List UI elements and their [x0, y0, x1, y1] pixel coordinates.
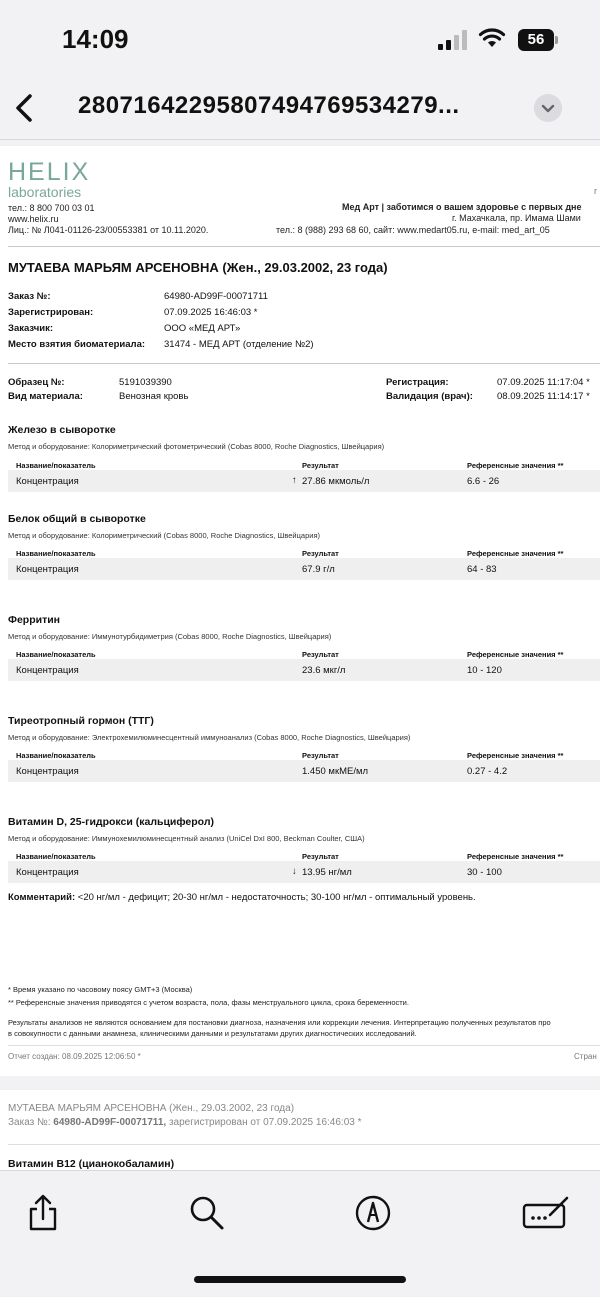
test-method: Метод и оборудование: Иммунотурбидиметрия (Cobas 8000, Roche Diagnostics, Швейцария) [8, 632, 332, 641]
markup-icon[interactable] [353, 1193, 393, 1233]
signature-icon[interactable] [522, 1193, 572, 1233]
battery-icon [518, 29, 558, 51]
row-result: 27.86 мкмоль/л [302, 476, 370, 487]
row-name: Концентрация [16, 867, 79, 878]
comment-text: <20 нг/мл - дефицит; 20-30 нг/мл - недостаточность; 30-100 нг/мл - оптимальный уровень. [77, 892, 476, 903]
location-value: 31474 - МЕД АРТ (отделение №2) [164, 339, 314, 350]
column-result: Результат [302, 852, 339, 861]
registered-label: Зарегистрирован: [8, 307, 94, 318]
test-title: Железо в сыворотке [8, 424, 116, 436]
footnote-timezone: * Время указано по часовому поясу GMT+3 (Москва) [8, 985, 193, 994]
test-method: Метод и оборудование: Колориметрический фотометрический (Cobas 8000, Roche Diagnostics, Швейцария) [8, 442, 385, 451]
helix-logo: HELIX [8, 158, 91, 186]
page2-patient-name: МУТАЕВА МАРЬЯМ АРСЕНОВНА (Жен., 29.03.2002, 23 года) [8, 1103, 295, 1114]
customer-label: Заказчик: [8, 323, 54, 334]
page2-test-title: Витамин В12 (цианокобаламин) [8, 1158, 175, 1170]
sample-label: Образец №: [8, 377, 65, 388]
clinic-address: г. Махачкала, пр. Имама Шами [452, 213, 581, 223]
registration-value: 07.09.2025 11:17:04 * [497, 377, 590, 388]
patient-name: МУТАЕВА МАРЬЯМ АРСЕНОВНА (Жен., 29.03.2002, 23 года) [8, 260, 388, 275]
pdf-page [0, 146, 600, 1076]
registered-value: 07.09.2025 16:46:03 * [164, 307, 258, 318]
document-title: 28071642295807494769534279... [78, 92, 460, 119]
column-name: Название/показатель [16, 852, 96, 861]
chevron-down-icon[interactable] [534, 94, 562, 122]
row-reference: 6.6 - 26 [467, 476, 500, 487]
test-title: Витамин D, 25-гидрокси (кальциферол) [8, 816, 214, 828]
row-reference: 10 - 120 [467, 665, 502, 676]
clinic-cut-char: r [594, 186, 597, 196]
order-value: 64980-AD99F-00071711 [164, 291, 268, 302]
helix-logo-sub: laboratories [8, 184, 82, 200]
page2-order-number: 64980-AD99F-00071711, [53, 1117, 167, 1128]
disclaimer-line-2: в совокупности с данными анамнеза, клиническими данными и результатами других диагностических исследований. [8, 1029, 417, 1038]
column-result: Результат [302, 461, 339, 470]
share-icon[interactable] [23, 1193, 63, 1233]
row-result: 67.9 г/л [302, 564, 335, 575]
footnote-reference: ** Референсные значения приводятся с учетом возраста, пола, фазы менструального цикла, срока беременности. [8, 998, 409, 1007]
report-created: Отчет создан: 08.09.2025 12:06:50 * [8, 1052, 141, 1061]
row-name: Концентрация [16, 476, 79, 487]
wifi-icon [478, 27, 506, 49]
row-result: 1.450 мкМЕ/мл [302, 766, 369, 777]
comment-label: Комментарий: [8, 892, 76, 903]
lab-phone: тел.: 8 800 700 03 01 [8, 203, 95, 213]
material-value: Венозная кровь [119, 391, 189, 402]
bottom-toolbar [0, 1170, 600, 1297]
home-indicator [194, 1276, 406, 1283]
row-result: 23.6 мкг/л [302, 665, 346, 676]
column-reference: Референсные значения ** [467, 650, 564, 659]
clinic-name: Мед Арт | заботимся о вашем здоровье с первых дне [342, 202, 582, 212]
disclaimer-line-1: Результаты анализов не являются основанием для постановки диагноза, назначения или коррекции лечения. Интерпретацию полученных результатов про [8, 1018, 551, 1027]
registration-label: Регистрация: [386, 377, 449, 388]
sample-value: 5191039390 [119, 377, 172, 388]
battery-level: 56 [518, 29, 554, 51]
test-method: Метод и оборудование: Электрохемилюминесцентный иммуноанализ (Cobas 8000, Roche Diagnostics, Швейцария) [8, 733, 411, 742]
validation-value: 08.09.2025 11:14:17 * [497, 391, 590, 402]
material-label: Вид материала: [8, 391, 83, 402]
page2-order-suffix: зарегистрирован от 07.09.2025 16:46:03 * [168, 1117, 362, 1128]
test-method: Метод и оборудование: Колориметрический (Cobas 8000, Roche Diagnostics, Швейцария) [8, 531, 321, 540]
page2-order-prefix: Заказ №: [8, 1117, 51, 1128]
test-title: Ферритин [8, 614, 61, 626]
back-chevron-icon[interactable] [10, 88, 40, 128]
column-name: Название/показатель [16, 549, 96, 558]
cellular-signal-icon [438, 30, 468, 50]
test-title: Белок общий в сыворотке [8, 513, 146, 525]
pdf-page-2 [0, 1090, 600, 1170]
flag-low: ↓ [292, 866, 297, 877]
status-time: 14:09 [62, 24, 129, 54]
row-name: Концентрация [16, 564, 79, 575]
column-result: Результат [302, 650, 339, 659]
column-result: Результат [302, 549, 339, 558]
column-name: Название/показатель [16, 461, 96, 470]
row-name: Концентрация [16, 665, 79, 676]
clinic-contacts: тел.: 8 (988) 293 68 60, сайт: www.medart05.ru, e-mail: med_art_05 [276, 225, 550, 235]
test-title: Тиреотропный гормон (ТТГ) [8, 715, 154, 727]
location-label: Место взятия биоматериала: [8, 339, 146, 350]
order-label: Заказ №: [8, 291, 51, 302]
row-reference: 0.27 - 4.2 [467, 766, 508, 777]
customer-value: ООО «МЕД АРТ» [164, 323, 241, 334]
column-name: Название/показатель [16, 650, 96, 659]
navigation-bar [0, 80, 600, 140]
flag-high: ↑ [292, 475, 297, 486]
page2-order [8, 1117, 362, 1128]
comment [8, 892, 476, 903]
column-reference: Референсные значения ** [467, 852, 564, 861]
row-reference: 30 - 100 [467, 867, 502, 878]
column-name: Название/показатель [16, 751, 96, 760]
row-reference: 64 - 83 [467, 564, 497, 575]
search-icon[interactable] [187, 1193, 227, 1233]
column-reference: Референсные значения ** [467, 549, 564, 558]
row-result: 13.95 нг/мл [302, 867, 352, 878]
row-name: Концентрация [16, 766, 79, 777]
column-reference: Референсные значения ** [467, 751, 564, 760]
lab-license: Лиц.: № Л041-01126-23/00553381 от 10.11.2020. [8, 225, 209, 235]
status-bar [0, 0, 600, 80]
lab-site: www.helix.ru [8, 214, 59, 224]
column-result: Результат [302, 751, 339, 760]
page-number: Стран [574, 1052, 597, 1061]
test-method: Метод и оборудование: Иммунохемилюминесцентный анализ (UniCel DxI 800, Beckman Coulter, США) [8, 834, 365, 843]
validation-label: Валидация (врач): [386, 391, 473, 402]
column-reference: Референсные значения ** [467, 461, 564, 470]
